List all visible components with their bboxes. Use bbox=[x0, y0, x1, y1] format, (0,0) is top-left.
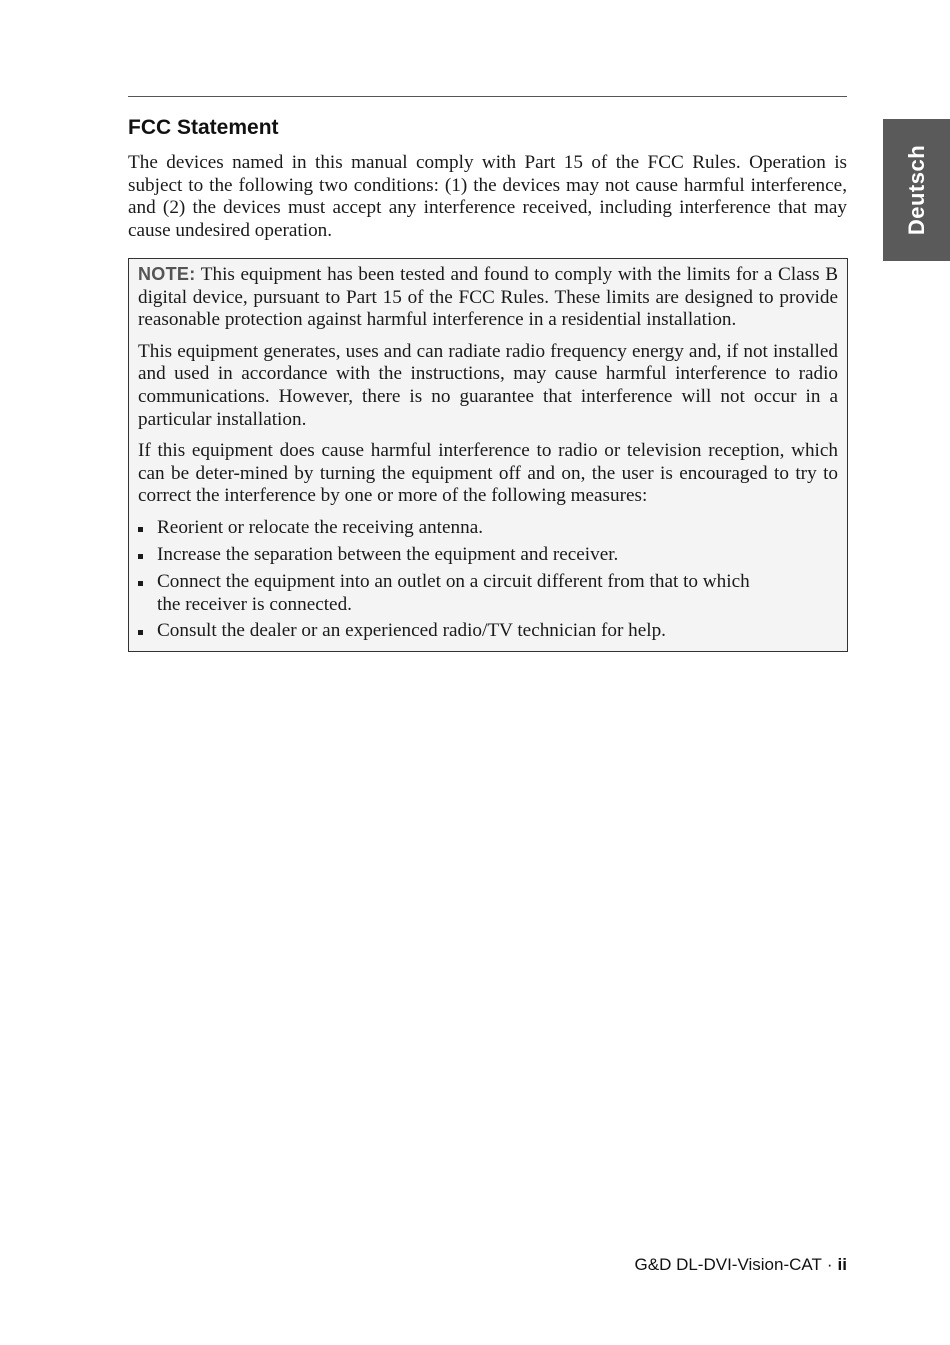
page-number: ii bbox=[837, 1255, 847, 1274]
list-item-text: Connect the equipment into an outlet on a circuit different from that to which the receiver is connected. bbox=[157, 570, 750, 615]
note-paragraph-3: If this equipment does cause harmful interference to radio or television reception, which can be deter-mined by turning the equipment off and on, the user is encouraged to try to correct the interference by one or more of the following measures: bbox=[138, 440, 838, 507]
page-footer bbox=[635, 1254, 847, 1276]
list-item-text: Increase the separation between the equipment and receiver. bbox=[157, 543, 619, 565]
top-rule bbox=[128, 96, 847, 97]
footer-product: G&D DL-DVI-Vision-CAT bbox=[634, 1255, 822, 1274]
list-item-text: Consult the dealer or an experienced radio/TV technician for help. bbox=[157, 620, 666, 642]
language-tab bbox=[883, 119, 950, 261]
list-item bbox=[138, 620, 838, 643]
list-item-text: Reorient or relocate the receiving antenna. bbox=[157, 516, 484, 538]
note-box bbox=[128, 258, 848, 652]
note-paragraph-1 bbox=[138, 263, 838, 332]
language-tab-label: Deutsch bbox=[903, 144, 929, 236]
bullet-icon bbox=[138, 527, 143, 532]
section-heading: FCC Statement bbox=[128, 116, 279, 139]
bullet-icon bbox=[138, 554, 143, 559]
list-item bbox=[138, 571, 838, 616]
footer-separator: · bbox=[826, 1255, 833, 1274]
list-item bbox=[138, 544, 838, 567]
note-paragraph-1-text: This equipment has been tested and found to comply with the limits for a Class B digital device, pursuant to Part 15 of the FCC Rules. These limits are designed to provide reasonable protection against harmful interference in a residential installation. bbox=[138, 264, 839, 331]
intro-paragraph: The devices named in this manual comply with Part 15 of the FCC Rules. Operation is subject to the following two conditions: (1) the devices may not cause harmful interference, and (2) the devices must accept any interference received, including interference that may cause undesired operation. bbox=[128, 152, 847, 241]
bullet-icon bbox=[138, 630, 143, 635]
list-item bbox=[138, 517, 838, 540]
measures-list bbox=[138, 517, 838, 643]
note-label: NOTE: bbox=[138, 264, 196, 284]
bullet-icon bbox=[138, 581, 143, 586]
note-paragraph-2: This equipment generates, uses and can radiate radio frequency energy and, if not installed and used in accordance with the instructions, may cause harmful interference to radio communications. However, there is no guarantee that interference will not occur in a particular installation. bbox=[138, 340, 838, 430]
